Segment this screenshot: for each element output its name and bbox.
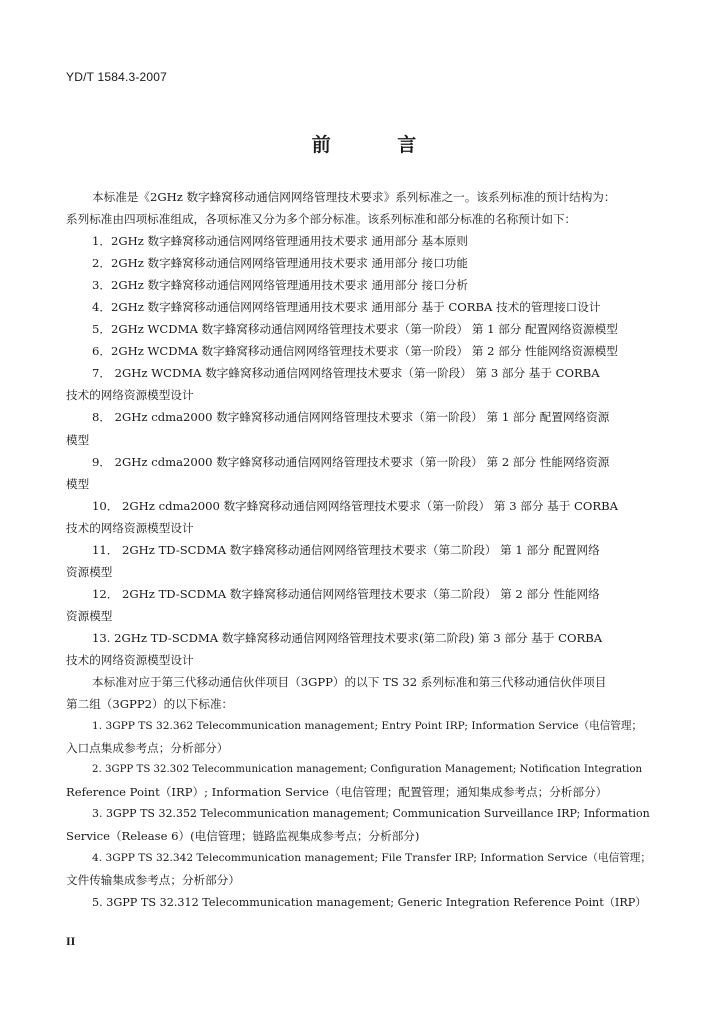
text-line: 系列标准由四项标准组成，各项标准又分为多个部分标准。该系列标准和部分标准的名称预计如下： <box>66 212 577 227</box>
text-line: 9． 2GHz cdma2000 数字蜂窝移动通信网网络管理技术要求（第一阶段） 第 2 部分 性能网络资源 <box>92 454 610 469</box>
text-line: 本标准对应于第三代移动通信伙伴项目（3GPP）的以下 TS 32 系列标准和第三代移动通信伙伴项目 <box>92 675 607 690</box>
page-number: II <box>66 934 76 948</box>
text-line: 第二组（3GPP2）的以下标准： <box>66 697 234 712</box>
text-line: 2．2GHz 数字蜂窝移动通信网网络管理通用技术要求 通用部分 接口功能 <box>92 256 468 271</box>
foreword-body <box>66 186 652 914</box>
text-line: 11． 2GHz TD-SCDMA 数字蜂窝移动通信网网络管理技术要求（第二阶段） 第 1 部分 配置网络 <box>92 542 600 557</box>
text-line: 4. 3GPP TS 32.342 Telecommunication management; File Transfer IRP; Information Service（电信管理； <box>92 852 651 865</box>
text-line: 13. 2GHz TD-SCDMA 数字蜂窝移动通信网网络管理技术要求(第二阶段) 第 3 部分 基于 CORBA <box>92 630 603 645</box>
text-line: 2. 3GPP TS 32.302 Telecommunication management; Configuration Management; Notification Integration <box>92 764 643 776</box>
text-line: 6．2GHz WCDMA 数字蜂窝移动通信网网络管理技术要求（第一阶段） 第 2 部分 性能网络资源模型 <box>92 344 618 359</box>
text-line: 4．2GHz 数字蜂窝移动通信网网络管理通用技术要求 通用部分 基于 CORBA 技术的管理接口设计 <box>92 300 601 315</box>
text-line: 12． 2GHz TD-SCDMA 数字蜂窝移动通信网网络管理技术要求（第二阶段） 第 2 部分 性能网络 <box>92 586 600 601</box>
text-line: Reference Point（IRP）; Information Service（电信管理；配置管理；通知集成参考点；分析部分） <box>66 785 608 800</box>
text-line: 文件传输集成参考点；分析部分） <box>66 873 240 888</box>
text-line: 1．2GHz 数字蜂窝移动通信网网络管理通用技术要求 通用部分 基本原则 <box>92 234 468 249</box>
text-line: 资源模型 <box>66 608 113 623</box>
text-line: 入口点集成参考点；分析部分） <box>66 741 229 756</box>
text-line: 本标准是《2GHz 数字蜂窝移动通信网网络管理技术要求》系列标准之一。该系列标准的预计结构为： <box>92 190 616 204</box>
text-line: Service（Release 6）(电信管理；链路监视集成参考点；分析部分) <box>66 829 420 844</box>
text-line: 5．2GHz WCDMA 数字蜂窝移动通信网网络管理技术要求（第一阶段） 第 1 部分 配置网络资源模型 <box>92 322 618 337</box>
text-line: 模型 <box>66 476 90 491</box>
text-line: 10． 2GHz cdma2000 数字蜂窝移动通信网网络管理技术要求（第一阶段） 第 3 部分 基于 CORBA <box>92 498 619 513</box>
text-line: 技术的网络资源模型设计 <box>66 652 194 667</box>
standard-number: YD/T 1584.3-2007 <box>66 70 168 84</box>
text-line: 5. 3GPP TS 32.312 Telecommunication management; Generic Integration Reference Point（IRP） <box>92 895 647 909</box>
text-line: 技术的网络资源模型设计 <box>66 388 194 403</box>
page-title: 前 言 <box>311 134 447 156</box>
text-line: 技术的网络资源模型设计 <box>66 520 194 535</box>
text-line: 3. 3GPP TS 32.352 Telecommunication management; Communication Surveillance IRP; Information <box>92 807 650 821</box>
text-line: 1. 3GPP TS 32.362 Telecommunication management; Entry Point IRP; Information Service（电信管理； <box>92 720 643 733</box>
text-line: 3．2GHz 数字蜂窝移动通信网网络管理通用技术要求 通用部分 接口分析 <box>92 278 468 293</box>
text-line: 资源模型 <box>66 564 113 579</box>
text-line: 模型 <box>66 432 90 447</box>
text-line: 8． 2GHz cdma2000 数字蜂窝移动通信网网络管理技术要求（第一阶段） 第 1 部分 配置网络资源 <box>92 410 610 425</box>
text-line: 7． 2GHz WCDMA 数字蜂窝移动通信网网络管理技术要求（第一阶段） 第 3 部分 基于 CORBA <box>92 366 600 381</box>
